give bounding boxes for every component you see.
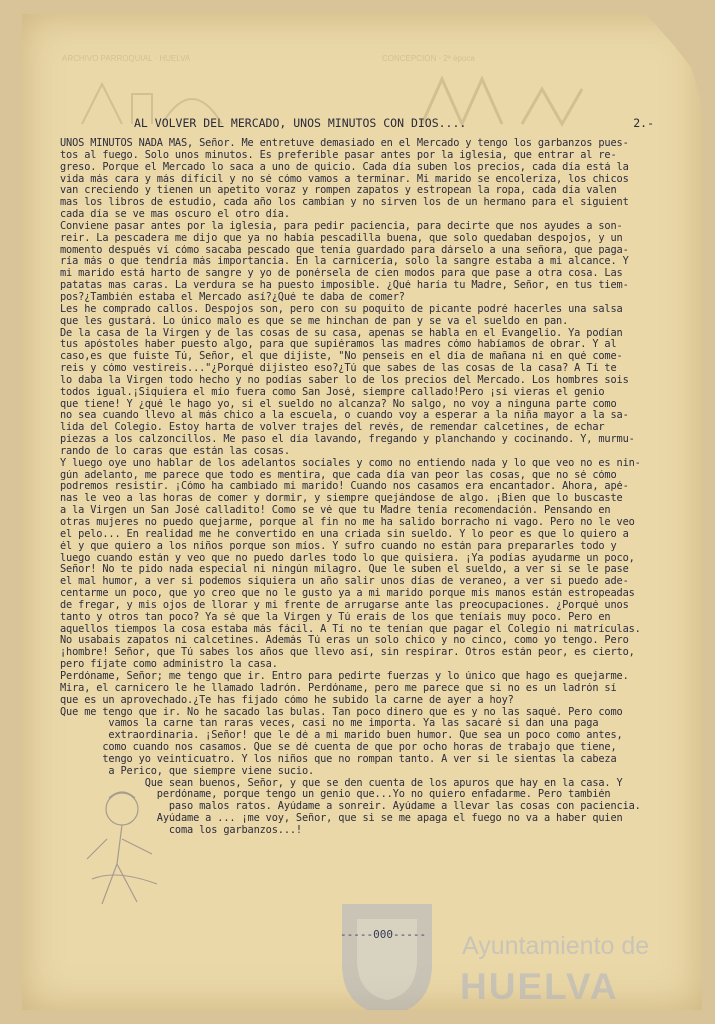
text-line: tos al fuego. Solo unos minutos. Es preferible pasar antes por la iglesia, que entrar al re- (60, 149, 617, 161)
text-line: que les gustará. Lo único malo es que se me hinchan de pan y se va el sueldo en pan. (60, 315, 569, 327)
text-line: Que me tengo que ir. No he sacado las bulas. Tan poco dinero que es y no las saqué. Pero como (60, 706, 623, 718)
text-line: patatas mas caras. La verdura se ha puesto imposible. ¿Qué haría tu Madre, Señor, en tus tiem- (60, 280, 629, 292)
page-title: AL VOLVER DEL MERCADO, UNOS MINUTOS CON DIOS.... (134, 116, 467, 130)
text-line: reir. La pescadera me dijo que ya no había pescadilla buena, que solo quedaban despojos, y un (60, 232, 623, 244)
text-line: coma los garbanzos...! (60, 824, 302, 836)
text-line: Conviene pasar antes por la iglesia, para pedir paciencia, para decirte que nos ayudes a son- (60, 220, 623, 232)
text-line: como cuando nos casamos. Que se dé cuenta de que por ocho horas de trabajo que tiene, (60, 742, 617, 754)
text-line: perdóname, porque tengo un genio que...Yo no quiero enfadarme. Pero también (60, 789, 611, 801)
page-number: 2.- (633, 116, 654, 130)
text-line: él y que quiero a los niños porque son míos. Y sufro cuando no están para prepararles todo y (60, 540, 617, 552)
text-line: no sea cuando llevo al más chico a la escuela, o cuando voy a esperar a la niña mayor a la sa- (60, 410, 629, 422)
text-line: cada día se ve mas oscuro el otro día. (60, 209, 290, 221)
text-line: UNOS MINUTOS NADA MAS, Señor. Me entretuve demasiado en el Mercado y tengo los garbanzos pues- (60, 138, 629, 149)
text-line: lida del Colegio. Estoy harta de volver trajes del revés, de remendar calcetines, de echar (60, 422, 605, 434)
text-line: paso malos ratos. Ayúdame a sonreir. Ayúdame a llevar las cosas con paciencia. (60, 801, 641, 813)
text-line: Que sean buenos, Señor, y que se den cuenta de los apuros que hay en la casa. Y (60, 777, 623, 789)
child-sketch-icon (77, 784, 187, 934)
text-line: a la Virgen un San José calladito! Como se vé que tu Madre tenía recomendación. Pensando en (60, 505, 611, 517)
text-line: extraordinaria. ¡Señor! que le dé a mi marido buen humor. Que sea un poco como antes, (60, 730, 623, 742)
letterhead-left: ARCHIVO PARROQUIAL · HUELVA (62, 54, 191, 63)
text-line: tengo yo veinticuatro. Y los niños que no rompan tanto. A ver si le sientas la cabeza (60, 753, 617, 765)
text-line: caso,es que fuiste Tú, Señor, el que dijiste, "No penseis en el día de mañana ni en qué come- (60, 351, 623, 363)
text-line: nas le veo a las horas de comer y dormir, y siempre quejándose de algo. ¡Bien que lo buscaste (60, 493, 623, 505)
text-line: No usabais zapatos ni calcetines. Además Tú eras un solo chico y no cinco, como yo tengo. Pero (60, 635, 629, 647)
text-line: Mira, el carnicero le he llamado ladrón. Perdóname, pero me parece que si no es un ladrón sí (60, 682, 617, 694)
text-line: gún adelanto, me parece que todo es mentira, que cada día van peor las cosas, que no sé cómo (60, 469, 617, 481)
text-line: ¡hombre! Señor, que Tú sabes los años que llevo así, sin respirar. Otros están peor, es cierto, (60, 647, 635, 659)
text-line: podremos resistir. ¡Cómo ha cambiado mi marido! Cuando nos casamos era encantador. Ahora, apé- (60, 481, 629, 493)
letterhead-right: CONCEPCIÓN - 2ª época (382, 54, 475, 63)
text-line: que tiene! Y ¿qué le hago yo, si el sueldo no alcanza? No salgo, no voy a ninguna parte como (60, 398, 617, 410)
text-line: piezas a los calzoncillos. Me paso el día lavando, fregando y planchando y cocinando. Y, murmu- (60, 434, 635, 446)
text-line: centarme un poco, que yo creo que no le gusto ya a mi marido porque mis manos están estropeadas (60, 588, 635, 600)
watermark-line2: HUELVA (460, 966, 619, 1007)
text-line: De la casa de la Virgen y de las cosas de su casa, apenas se habla en el Evangelio. Ya podían (60, 327, 623, 339)
text-line: todos igual.¡Siquiera el mío fuera como San José, siempre callado!Pero ¡si vieras el genio (60, 386, 605, 398)
text-line: tus apóstoles haber puesto algo, para que supiéramos las madres cómo habíamos de obrar. Y al (60, 339, 617, 351)
text-line: Señor! No te pido nada especial ni ningún milagro. Que le suben el sueldo, a ver si se le pase (60, 564, 629, 576)
text-line: Perdóname, Señor; me tengo que ir. Entro para pedirte fuerzas y lo único que hago es quejarme. (60, 670, 629, 682)
document-body (60, 138, 698, 837)
text-line: tanto y otros tan poco? Ya sé que la Virgen y Tú erais de los que teníais muy poco. Pero en (60, 611, 611, 623)
text-line: el pelo... En realidad me he convertido en una criada sin sueldo. Y lo peor es que lo quiero a (60, 528, 629, 540)
text-line: vida más cara y más difícil y no sé cómo vamos a terminar. Mi marido se encoleriza, los chicos (60, 173, 629, 185)
text-line: momento después ví cómo sacaba pescado que tenía guardado para dárselo a una señora, que paga- (60, 244, 629, 256)
text-line: vamos la carne tan raras veces, casi no me importa. Ya las sacaré si dan una paga (60, 718, 599, 730)
text-line: greso. Porque el Mercado lo saca a uno de quicio. Cada día suben los precios, cada día está la (60, 161, 629, 173)
text-line: Ayúdame a ... ¡me voy, Señor, que si se me apaga el fuego no va a haber quien (60, 813, 623, 825)
text-line: aquellos tiempos la cosa estaba más fácil. A Tí no te tenían que pagar el Colegio ni matrículas. (60, 623, 641, 635)
text-line: Y luego oye uno hablar de los adelantos sociales y como no entiendo nada y lo que veo no es nin- (60, 457, 641, 469)
city-crest-icon (332, 894, 442, 1010)
text-line: mas los libros de estudio, cada año los cambian y no sirven los de un hermano para el siguient (60, 197, 629, 209)
text-line: Les he comprado callos. Despojos son, pero con su poquito de picante podré hacerles una salsa (60, 303, 623, 315)
document-header (134, 116, 654, 132)
text-line: van creciendo y tienen un apetito voraz y rompen zapatos y estropean la ropa, cada día valen (60, 185, 617, 197)
text-line: reis y cómo vestireis..."¿Porqué dijisteo eso?¿Tú que sabes de las cosas de la casa? A Tí te (60, 363, 617, 375)
text-line: que es un aprovechado.¿Te has fijado cómo he subido la carne de ayer a hoy? (60, 694, 514, 706)
text-line: luego cuando están y veo que no puedo darles todo lo que quisiera. ¡Ya podías ayudarme un poco, (60, 552, 635, 564)
text-line: rando de lo caras que están las cosas. (60, 445, 290, 457)
text-line: a Perico, que siempre viene sucio. (60, 765, 315, 777)
text-line: otras mujeres no puedo quejarme, porque al fin no me ha salido borracho ni vago. Pero no le veo (60, 517, 635, 528)
text-line: lo daba la Virgen todo hecho y no podías saber lo de los precios del Mercado. Los hombres sois (60, 374, 629, 386)
text-line: el mal humor, a ver si podemos siquiera un año salir unos días de veraneo, a ver si puedo ade- (60, 576, 629, 588)
watermark-line1: Ayuntamiento de (462, 932, 650, 960)
watermark (332, 894, 672, 1010)
text-line: mi marido está harto de sangre y yo de ponérsela de cien modos para que pase a otra cosa. Las (60, 268, 623, 280)
text-line: pos?¿También estaba el Mercado así?¿Qué te daba de comer? (60, 291, 405, 303)
text-line: ría más o que tendría más importancia. En la carnicería, solo la sangre estaba a mi alcance. Y (60, 256, 629, 268)
document-page (22, 14, 702, 1010)
text-line: pero fíjate como administro la casa. (60, 659, 278, 671)
text-line: de fregar, y mis ojos de llorar y mi frente de arrugarse ante las preocupaciones. ¿Porqué unos (60, 599, 629, 611)
end-separator: -----000----- (340, 928, 427, 941)
